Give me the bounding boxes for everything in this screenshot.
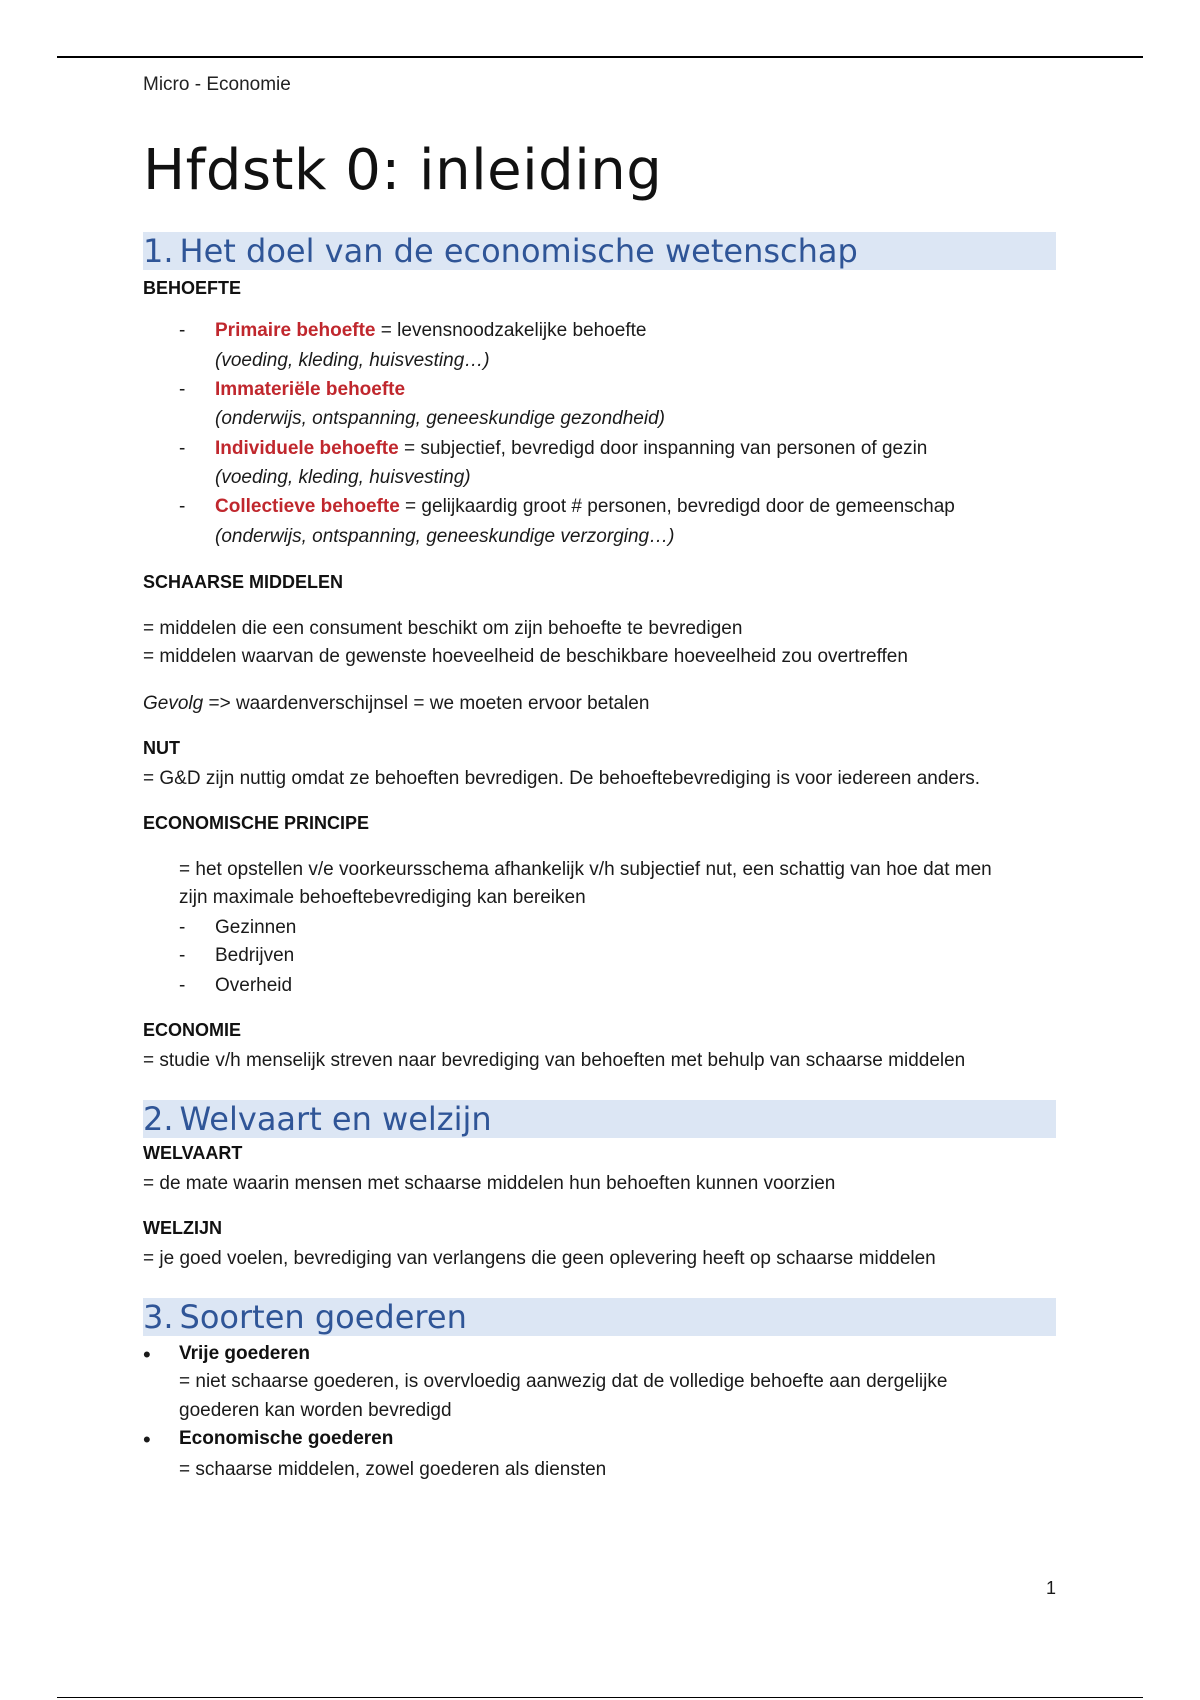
need-term: Immateriële behoefte (215, 379, 406, 400)
vrije-goederen-text-1: = niet schaarse goederen, is overvloedig aanwezig dat de volledige behoefte aan dergelijke (179, 1371, 948, 1392)
actor-item: Overheid (215, 975, 293, 996)
need-example: (onderwijs, ontspanning, geneeskundige verzorging…) (215, 526, 675, 547)
welvaart-heading: WELVAART (143, 1143, 243, 1163)
need-example: (voeding, kleding, huisvesting) (215, 467, 471, 488)
dash-bullet: - (179, 379, 186, 400)
dash-bullet: - (179, 320, 186, 341)
welvaart-text: = de mate waarin mensen met schaarse middelen hun behoeften kunnen voorzien (143, 1173, 836, 1194)
gevolg-label: Gevolg (143, 693, 204, 714)
need-definition: = levensnoodzakelijke behoefte (375, 320, 647, 341)
need-individueel (215, 438, 927, 460)
dash-bullet: - (179, 917, 186, 938)
page-title: Hfdstk 0: inleiding (143, 138, 663, 203)
principe-text-2: zijn maximale behoeftebevrediging kan bereiken (179, 887, 586, 908)
schaarse-def-2: = middelen waarvan de gewenste hoeveelheid de beschikbare hoeveelheid zou overtreffen (143, 646, 908, 667)
section-number: 1. (143, 232, 174, 270)
behoefte-heading: BEHOEFTE (143, 278, 242, 298)
welzijn-heading: WELZIJN (143, 1218, 222, 1238)
page-number: 1 (1046, 1578, 1057, 1598)
bullet-dot: • (143, 1427, 151, 1452)
economie-text: = studie v/h menselijk streven naar bevrediging van behoeften met behulp van schaarse middelen (143, 1050, 966, 1071)
need-collectief (215, 496, 955, 518)
principe-text-1: = het opstellen v/e voorkeursschema afhankelijk v/h subjectief nut, een schattig van hoe dat men (179, 859, 992, 880)
section-title: Het doel van de economische wetenschap (179, 232, 858, 270)
nut-text: = G&D zijn nuttig omdat ze behoeften bevredigen. De behoeftebevrediging is voor iedereen anders. (143, 768, 981, 789)
vrije-goederen-heading: Vrije goederen (179, 1343, 310, 1364)
economische-goederen-text: = schaarse middelen, zowel goederen als diensten (179, 1459, 607, 1480)
need-example: (voeding, kleding, huisvesting…) (215, 350, 490, 371)
need-term: Primaire behoefte (215, 320, 376, 341)
need-definition: = subjectief, bevredigd door inspanning van personen of gezin (398, 438, 928, 459)
principe-heading: ECONOMISCHE PRINCIPE (143, 813, 370, 833)
section-heading-1 (143, 232, 1056, 270)
actor-item: Gezinnen (215, 917, 297, 938)
economische-goederen-heading: Economische goederen (179, 1428, 394, 1449)
nut-heading: NUT (143, 738, 180, 758)
gevolg-line (143, 693, 649, 715)
section-number: 2. (143, 1100, 174, 1138)
gevolg-text: => waardenverschijnsel = we moeten ervoor betalen (203, 693, 650, 714)
need-definition: = gelijkaardig groot # personen, bevredigd door de gemeenschap (399, 496, 955, 517)
schaarse-def-1: = middelen die een consument beschikt om zijn behoefte te bevredigen (143, 618, 743, 639)
schaarse-heading: SCHAARSE MIDDELEN (143, 572, 344, 592)
need-term: Individuele behoefte (215, 438, 399, 459)
economie-heading: ECONOMIE (143, 1020, 242, 1040)
vrije-goederen-text-2: goederen kan worden bevredigd (179, 1400, 452, 1421)
dash-bullet: - (179, 945, 186, 966)
actor-item: Bedrijven (215, 945, 295, 966)
section-number: 3. (143, 1298, 174, 1336)
bottom-rule (57, 1697, 1143, 1698)
need-immaterieel (215, 379, 405, 401)
bullet-dot: • (143, 1342, 151, 1367)
need-primaire (215, 320, 646, 342)
welzijn-text: = je goed voelen, bevrediging van verlangens die geen oplevering heeft op schaarse middelen (143, 1248, 936, 1269)
dash-bullet: - (179, 496, 186, 517)
section-title: Welvaart en welzijn (179, 1100, 492, 1138)
need-example: (onderwijs, ontspanning, geneeskundige gezondheid) (215, 408, 665, 429)
dash-bullet: - (179, 438, 186, 459)
section-title: Soorten goederen (179, 1298, 467, 1336)
top-rule (57, 56, 1143, 58)
section-heading-3 (143, 1298, 1056, 1336)
running-header: Micro - Economie (143, 74, 291, 95)
dash-bullet: - (179, 975, 186, 996)
need-term: Collectieve behoefte (215, 496, 400, 517)
section-heading-2 (143, 1100, 1056, 1138)
